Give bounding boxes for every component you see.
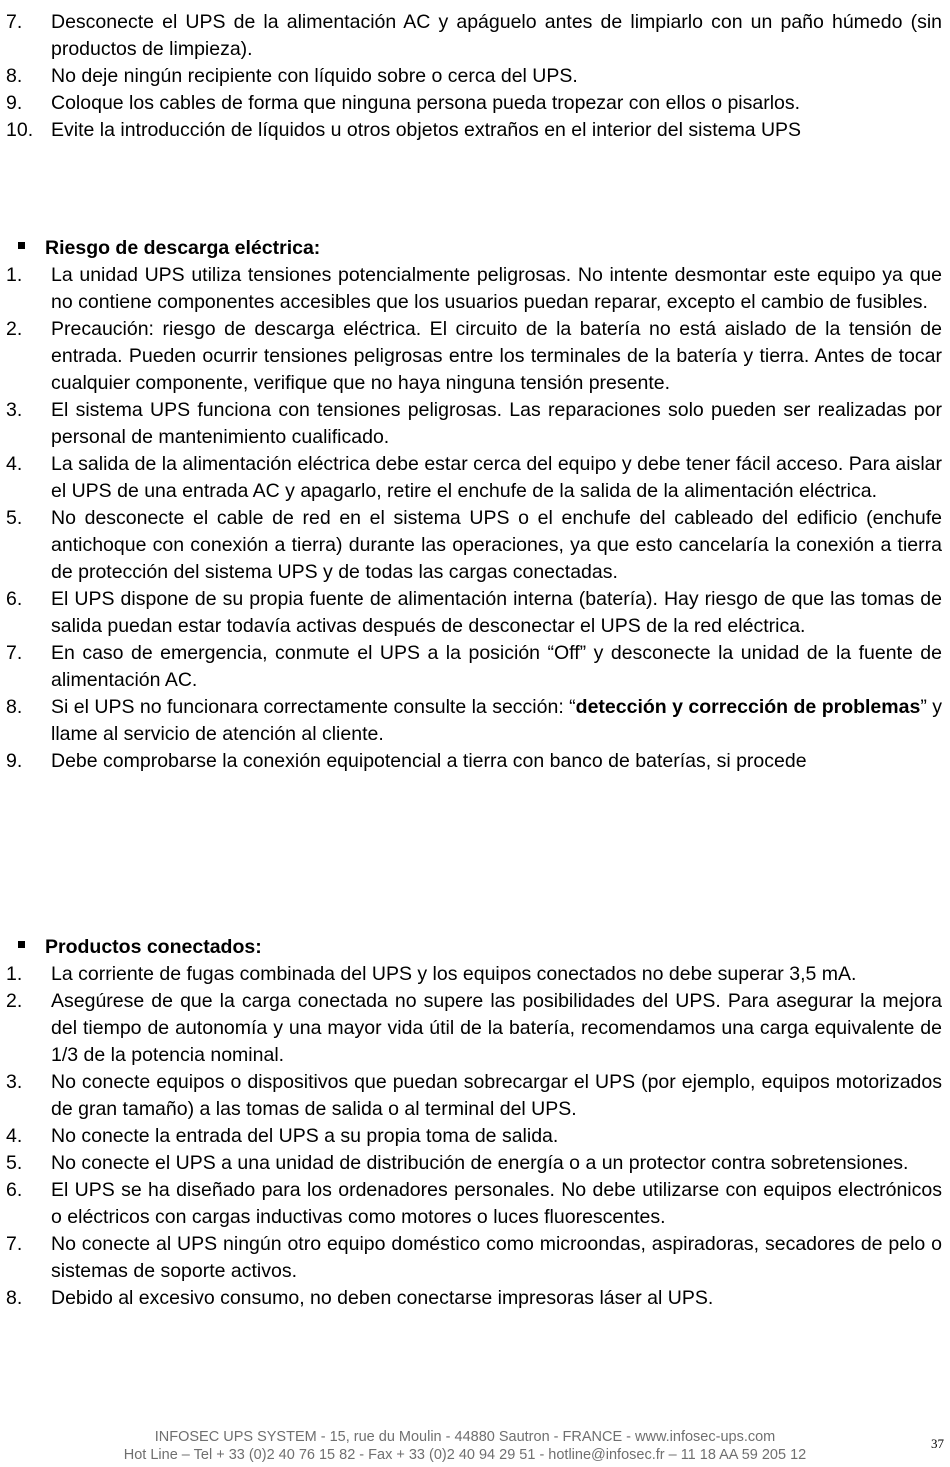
list-item: 2. Precaución: riesgo de descarga eléctrica. El circuito de la batería no está aislado de la tensión de entrada. Pueden ocurrir tensiones peligrosas entre los terminales de la batería y tierra. Antes de tocar cualquier componente, verifique que no haya ninguna tensión presente. <box>6 318 942 394</box>
list-item: 8. Si el UPS no funcionara correctamente consulte la sección: “detección y corrección de problemas” y llame al servicio de atención al cliente. <box>6 696 942 745</box>
section-reference: detección y corrección de problemas <box>575 696 921 718</box>
section-heading-connected-products: Productos conectados: <box>18 934 262 961</box>
electric-shock-list <box>6 262 942 775</box>
square-bullet-icon <box>18 242 25 249</box>
page-number: 37 <box>931 1436 944 1451</box>
safety-list-continued <box>6 9 942 144</box>
list-item: 5. No desconecte el cable de red en el sistema UPS o el enchufe del cableado del edificio (enchufe antichoque con conexión a tierra) durante las operaciones, ya que esto cancelaría la conexión a tierra de protección del sistema UPS y de todas las cargas conectadas. <box>6 507 942 583</box>
list-item: 7. Desconecte el UPS de la alimentación AC y apáguelo antes de limpiarlo con un paño húmedo (sin productos de limpieza). <box>6 11 942 60</box>
list-item: 1. La unidad UPS utiliza tensiones potencialmente peligrosas. No intente desmontar este equipo ya que no contiene componentes accesibles que los usuarios puedan reparar, excepto el cambio de fusibles. <box>6 264 942 313</box>
square-bullet-icon <box>18 941 25 948</box>
connected-products-list <box>6 961 942 1312</box>
list-item: 9. Coloque los cables de forma que ninguna persona pueda tropezar con ellos o pisarlos. <box>6 92 801 114</box>
list-item: 8. No deje ningún recipiente con líquido sobre o cerca del UPS. <box>6 65 578 87</box>
list-item: 3. El sistema UPS funciona con tensiones peligrosas. Las reparaciones solo pueden ser realizadas por personal de mantenimiento cualificado. <box>6 399 942 448</box>
list-item: 4. No conecte la entrada del UPS a su propia toma de salida. <box>6 1125 559 1147</box>
list-item: 7. No conecte al UPS ningún otro equipo doméstico como microondas, aspiradoras, secadores de pelo o sistemas de soporte activos. <box>6 1233 942 1282</box>
list-item: 3. No conecte equipos o dispositivos que puedan sobrecargar el UPS (por ejemplo, equipos motorizados de gran tamaño) a las tomas de salida o al terminal del UPS. <box>6 1071 942 1120</box>
list-item: 4. La salida de la alimentación eléctrica debe estar cerca del equipo y debe tener fácil acceso. Para aislar el UPS de una entrada AC y apagarlo, retire el enchufe de la salida de la alimentación eléctrica. <box>6 453 942 502</box>
section-heading-electric-shock: Riesgo de descarga eléctrica: <box>18 235 320 262</box>
list-item: 9. Debe comprobarse la conexión equipotencial a tierra con banco de baterías, si procede <box>6 750 807 772</box>
footer-address: INFOSEC UPS SYSTEM - 15, rue du Moulin - 44880 Sautron - FRANCE - www.infosec-ups.com <box>154 1429 776 1445</box>
list-item: 8. Debido al excesivo consumo, no deben conectarse impresoras láser al UPS. <box>6 1287 714 1309</box>
footer-contact: Hot Line – Tel + 33 (0)2 40 76 15 82 - Fax + 33 (0)2 40 94 29 51 - hotline@infosec.fr – 11 18 AA 59 205 12 <box>123 1447 807 1463</box>
page-footer <box>0 1428 950 1464</box>
list-item: 6. El UPS dispone de su propia fuente de alimentación interna (batería). Hay riesgo de que las tomas de salida puedan estar todavía activas después de desconectar el UPS de la red eléctrica. <box>6 588 942 637</box>
list-item: 1. La corriente de fugas combinada del UPS y los equipos conectados no debe superar 3,5 mA. <box>6 963 857 985</box>
list-item: 2. Asegúrese de que la carga conectada no supere las posibilidades del UPS. Para asegurar la mejora del tiempo de autonomía y una mayor vida útil de la batería, recomendamos una carga equivalente de 1/3 de la potencia nominal. <box>6 990 942 1066</box>
list-item: 7. En caso de emergencia, conmute el UPS a la posición “Off” y desconecte la unidad de la fuente de alimentación AC. <box>6 642 942 691</box>
list-item: 5. No conecte el UPS a una unidad de distribución de energía o a un protector contra sobretensiones. <box>6 1152 909 1174</box>
list-item: 6. El UPS se ha diseñado para los ordenadores personales. No debe utilizarse con equipos electrónicos o eléctricos con cargas inductivas como motores o luces fluorescentes. <box>6 1179 942 1228</box>
list-item: 10. Evite la introducción de líquidos u otros objetos extraños en el interior del sistema UPS <box>6 119 802 141</box>
